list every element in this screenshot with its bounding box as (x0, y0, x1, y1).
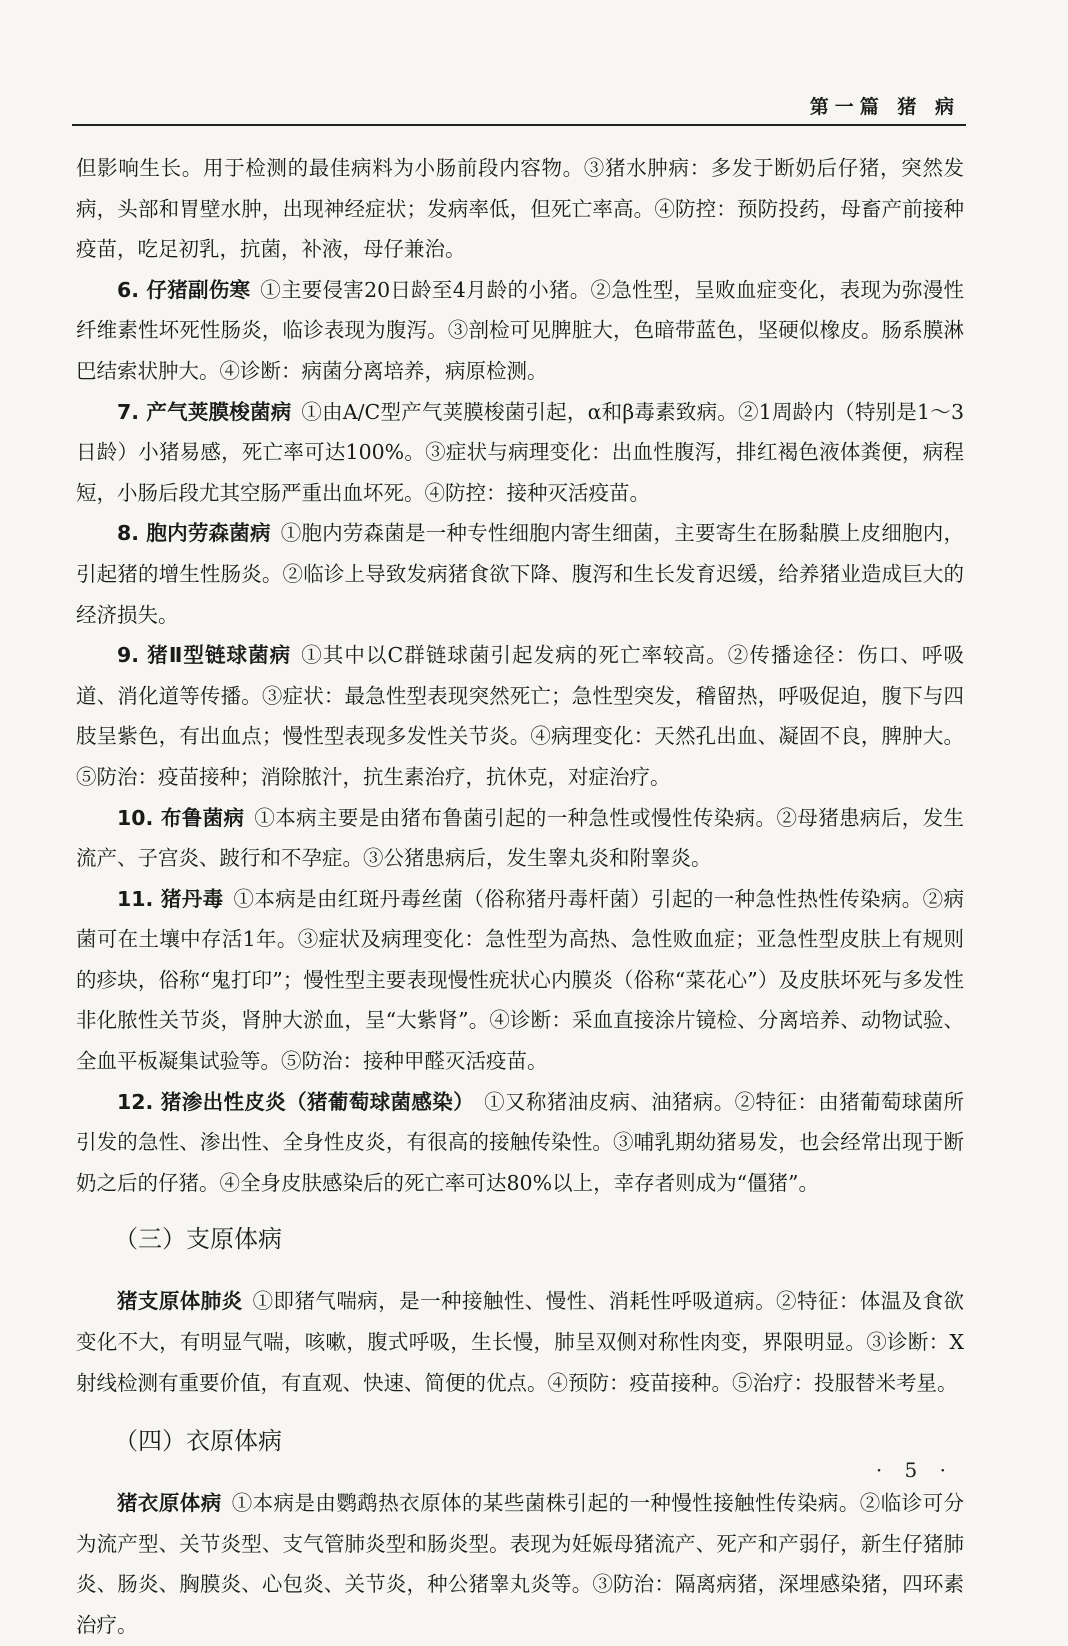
paragraph-erysipelas (76, 879, 964, 1082)
paragraph-text: ①即猪气喘病，是一种接触性、慢性、消耗性呼吸道病。②特征：体温及食欲变化不大，有明显气喘，咳嗽，腹式呼吸，生长慢，肺呈双侧对称性肉变，界限明显。③诊断：X射线检测有重要价值，有直观、快速、简便的优点。④预防：疫苗接种。⑤治疗：投服替米考星。 (76, 1289, 965, 1395)
paragraph-clostridium (76, 392, 964, 514)
paragraph-lawsonia (76, 513, 964, 635)
paragraph-chlamydia (76, 1483, 964, 1645)
paragraph-streptococcus (76, 635, 964, 797)
paragraph-text: ①胞内劳森菌是一种专性细胞内寄生细菌，主要寄生在肠黏膜上皮细胞内，引起猪的增生性肠炎。②临诊上导致发病猪食欲下降、腹泻和生长发育迟缓，给养猪业造成巨大的经济损失。 (76, 521, 964, 627)
paragraph-heading: 10. 布鲁菌病 (117, 805, 245, 830)
paragraph-heading: 猪衣原体病 (117, 1491, 222, 1516)
chapter-title: 第一篇 猪 病 (809, 96, 960, 118)
paragraph-text: ①由A/C型产气荚膜梭菌引起，α和β毒素致病。②1周龄内（特别是1～3日龄）小猪易感，死亡率可达100%。③症状与病理变化：出血性腹泻，排红褐色液体粪便，病程短，小肠后段尤其空肠严重出血坏死。④防控：接种灭活疫苗。 (76, 399, 964, 505)
paragraph-piglet-paratyphoid (76, 270, 964, 392)
paragraph-heading: 12. 猪渗出性皮炎（猪葡萄球菌感染） (117, 1089, 475, 1114)
paragraph-text: ①又称猪油皮病、油猪病。②特征：由猪葡萄球菌所引发的急性、渗出性、全身性皮炎，有很高的接触传染性。③哺乳期幼猪易发，也会经常出现于断奶之后的仔猪。④全身皮肤感染后的死亡率可达80%以上，幸存者则成为“僵猪”。 (76, 1089, 964, 1195)
page-number: · 5 · (875, 1458, 954, 1482)
paragraph-mycoplasma-pneumonia (76, 1281, 964, 1403)
paragraph-exudative-dermatitis (76, 1082, 964, 1204)
paragraph-heading: 8. 胞内劳森菌病 (117, 521, 271, 546)
paragraph-heading: 11. 猪丹毒 (117, 886, 224, 911)
paragraph-heading: 7. 产气荚膜梭菌病 (117, 399, 292, 424)
paragraph-brucellosis (76, 798, 964, 879)
paragraph-heading: 6. 仔猪副伤寒 (117, 277, 251, 302)
paragraph-text: 但影响生长。用于检测的最佳病料为小肠前段内容物。③猪水肿病：多发于断奶后仔猪，突然发病，头部和胃壁水肿，出现神经症状；发病率低，但死亡率高。④防控：预防投药，母畜产前接种疫苗，吃足初乳，抗菌，补液，母仔兼治。 (76, 156, 964, 262)
page-content (76, 148, 964, 1646)
paragraph-text: ①本病主要是由猪布鲁菌引起的一种急性或慢性传染病。②母猪患病后，发生流产、子宫炎、跛行和不孕症。③公猪患病后，发生睾丸炎和附睾炎。 (76, 805, 965, 871)
paragraph-text: ①本病是由鹦鹉热衣原体的某些菌株引起的一种慢性接触性传染病。②临诊可分为流产型、关节炎型、支气管肺炎型和肠炎型。表现为妊娠母猪流产、死产和产弱仔，新生仔猪肺炎、肠炎、胸膜炎、心包炎、关节炎，种公猪睾丸炎等。③防治：隔离病猪，深埋感染猪，四环素治疗。 (76, 1491, 965, 1637)
running-header (72, 88, 966, 126)
paragraph-heading: 9. 猪Ⅱ型链球菌病 (117, 643, 292, 668)
paragraph-text: ①其中以C群链球菌引起发病的死亡率较高。②传播途径：伤口、呼吸道、消化道等传播。③症状：最急性型表现突然死亡；急性型突发，稽留热，呼吸促迫，腹下与四肢呈紫色，有出血点；慢性型表现多发性关节炎。④病理变化：天然孔出血、凝固不良，脾肿大。⑤防治：疫苗接种；消除脓汁，抗生素治疗，抗休克，对症治疗。 (76, 643, 964, 789)
paragraph-text: ①主要侵害20日龄至4月龄的小猪。②急性型，呈败血症变化，表现为弥漫性纤维素性坏死性肠炎，临诊表现为腹泻。③剖检可见脾脏大，色暗带蓝色，坚硬似橡皮。肠系膜淋巴结索状肿大。④诊断：病菌分离培养，病原检测。 (76, 277, 964, 383)
paragraph-continued (76, 148, 964, 270)
paragraph-heading: 猪支原体肺炎 (117, 1289, 243, 1314)
paragraph-text: ①本病是由红斑丹毒丝菌（俗称猪丹毒杆菌）引起的一种急性热性传染病。②病菌可在土壤中存活1年。③症状及病理变化：急性型为高热、急性败血症；亚急性型皮肤上有规则的疹块，俗称“鬼打印”；慢性型主要表现慢性疣状心内膜炎（俗称“菜花心”）及皮肤坏死与多发性非化脓性关节炎，肾肿大淤血，呈“大紫肾”。④诊断：采血直接涂片镜检、分离培养、动物试验、全血平板凝集试验等。⑤防治：接种甲醛灭活疫苗。 (76, 886, 964, 1074)
section-heading-mycoplasma: （三）支原体病 (114, 1225, 282, 1254)
section-heading-chlamydia: （四）衣原体病 (114, 1427, 282, 1456)
